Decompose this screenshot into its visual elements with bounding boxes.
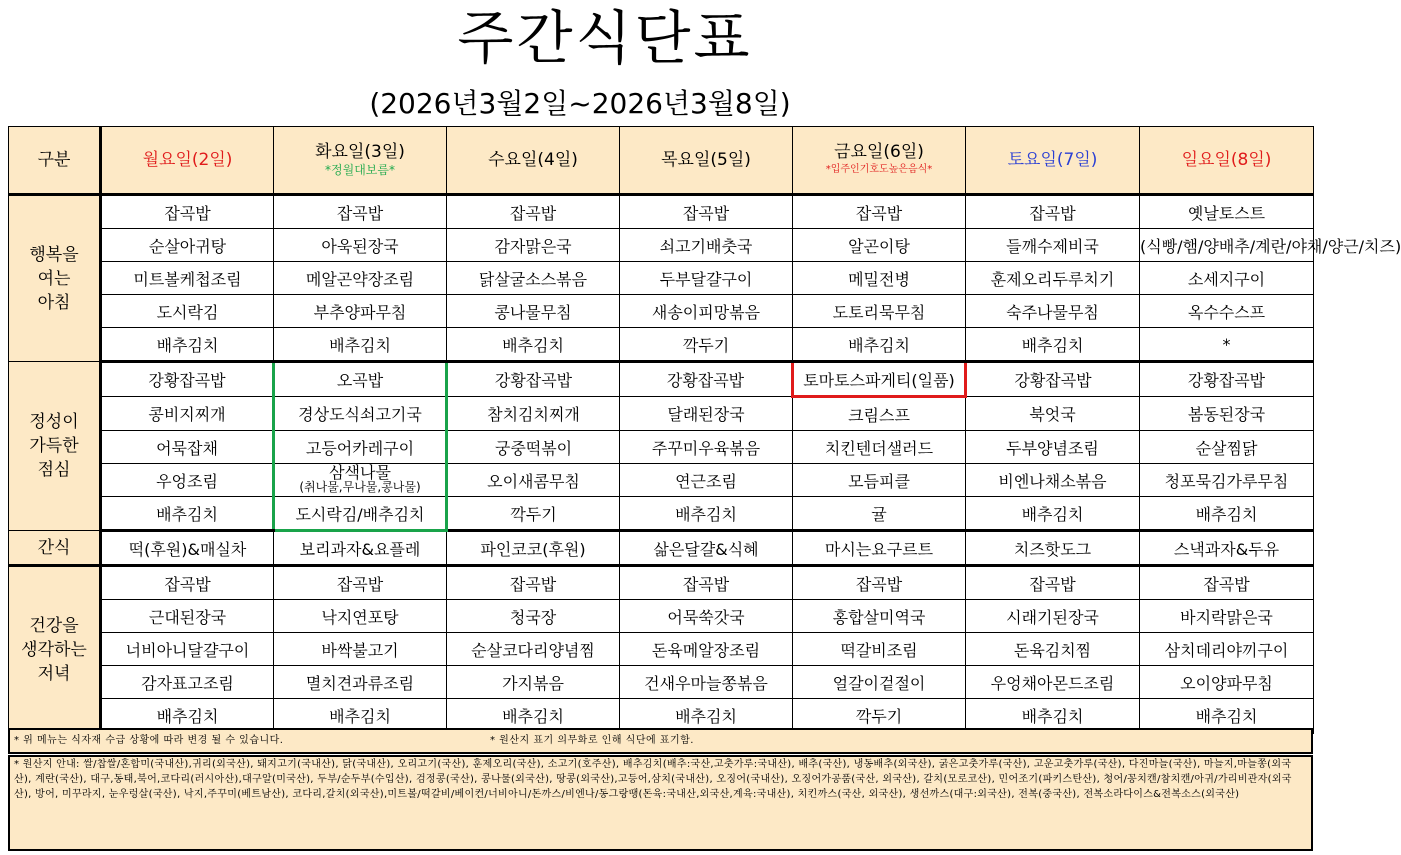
menu-cell: 얼갈이겉절이 bbox=[793, 666, 966, 699]
menu-cell: 떡갈비조림 bbox=[793, 633, 966, 666]
menu-cell: 배추김치 bbox=[101, 497, 274, 531]
breakfast-row bbox=[9, 328, 1314, 362]
day-header-wed bbox=[447, 127, 620, 195]
menu-cell: 쇠고기배춧국 bbox=[620, 229, 793, 262]
lunch-row bbox=[9, 431, 1314, 464]
day-label: 수요일(4일) bbox=[488, 150, 578, 170]
menu-cell: 보리과자&요플레 bbox=[274, 531, 447, 566]
menu-cell: 배추김치 bbox=[620, 699, 793, 733]
day-header-sat bbox=[966, 127, 1140, 195]
lunch-row bbox=[9, 362, 1314, 397]
menu-cell: 궁중떡볶이 bbox=[447, 431, 620, 464]
menu-cell: 잡곡밥 bbox=[793, 195, 966, 229]
menu-cell: 배추김치 bbox=[966, 699, 1140, 733]
menu-cell: 떡(후원)&매실차 bbox=[101, 531, 274, 566]
menu-cell: 건새우마늘쫑볶음 bbox=[620, 666, 793, 699]
dinner-row bbox=[9, 666, 1314, 699]
menu-cell: 부추양파무침 bbox=[274, 295, 447, 328]
day-label: 토요일(7일) bbox=[1007, 150, 1098, 170]
menu-cell: 강황잡곡밥 bbox=[447, 362, 620, 397]
menu-cell: 청국장 bbox=[447, 600, 620, 633]
menu-cell: 잡곡밥 bbox=[966, 566, 1140, 600]
lunch-row bbox=[9, 497, 1314, 531]
menu-cell: (식빵/햄/양배추/계란/야채/양근/치즈) bbox=[1140, 229, 1314, 262]
menu-cell: 훈제오리두루치기 bbox=[966, 262, 1140, 295]
lunch-label: 정성이 가득한 점심 bbox=[9, 362, 101, 531]
menu-cell: 도토리묵무침 bbox=[793, 295, 966, 328]
menu-cell: 돈육김치찜 bbox=[966, 633, 1140, 666]
menu-cell: 배추김치 bbox=[1140, 699, 1314, 733]
day-label: 목요일(5일) bbox=[661, 150, 751, 170]
lunch-row bbox=[9, 464, 1314, 497]
menu-cell: 미트볼케첩조림 bbox=[101, 262, 274, 295]
menu-cell: 배추김치 bbox=[1140, 497, 1314, 531]
menu-cell: 어묵쑥갓국 bbox=[620, 600, 793, 633]
day-header-fri bbox=[793, 127, 966, 195]
menu-cell: 연근조림 bbox=[620, 464, 793, 497]
page-title: 주간식단표 bbox=[457, 4, 753, 72]
menu-cell: 소세지구이 bbox=[1140, 262, 1314, 295]
dinner-row bbox=[9, 600, 1314, 633]
breakfast-row bbox=[9, 295, 1314, 328]
menu-cell: 주꾸미우육볶음 bbox=[620, 431, 793, 464]
menu-cell: 치즈핫도그 bbox=[966, 531, 1140, 566]
menu-cell: 우엉조림 bbox=[101, 464, 274, 497]
menu-cell: 멸치견과류조림 bbox=[274, 666, 447, 699]
menu-cell: 숙주나물무침 bbox=[966, 295, 1140, 328]
menu-cell: 잡곡밥 bbox=[447, 195, 620, 229]
menu-cell: 잡곡밥 bbox=[274, 195, 447, 229]
day-label: 화요일(3일) bbox=[315, 142, 405, 162]
day-label: 금요일(6일) bbox=[834, 142, 924, 162]
lunch-row bbox=[9, 397, 1314, 431]
menu-cell: 모듬피클 bbox=[793, 464, 966, 497]
day-label: 일요일(8일) bbox=[1181, 150, 1272, 170]
date-period: (2026년3월2일~2026년3월8일) bbox=[369, 87, 791, 120]
menu-cell: 근대된장국 bbox=[101, 600, 274, 633]
menu-cell: 알곤이탕 bbox=[793, 229, 966, 262]
menu-cell: 콩나물무침 bbox=[447, 295, 620, 328]
menu-cell: 메알곤약장조림 bbox=[274, 262, 447, 295]
menu-cell: 두부양념조림 bbox=[966, 431, 1140, 464]
menu-subtext: (취나물,무나물,콩나물) bbox=[299, 480, 421, 494]
menu-cell: 잡곡밥 bbox=[793, 566, 966, 600]
breakfast-label: 행복을 여는 아침 bbox=[9, 195, 101, 362]
menu-cell: 어묵잡채 bbox=[101, 431, 274, 464]
menu-cell: 순살코다리양념찜 bbox=[447, 633, 620, 666]
menu-cell: 감자맑은국 bbox=[447, 229, 620, 262]
menu-cell: 순살아귀탕 bbox=[101, 229, 274, 262]
menu-cell: 마시는요구르트 bbox=[793, 531, 966, 566]
menu-cell: 배추김치 bbox=[274, 699, 447, 733]
menu-cell: 돈육메알장조림 bbox=[620, 633, 793, 666]
menu-cell: 스낵과자&두유 bbox=[1140, 531, 1314, 566]
menu-cell: 잡곡밥 bbox=[620, 566, 793, 600]
day-sub-label: *정월대보름* bbox=[325, 163, 395, 177]
dinner-row bbox=[9, 566, 1314, 600]
day-header-mon bbox=[101, 127, 274, 195]
menu-cell: 시래기된장국 bbox=[966, 600, 1140, 633]
menu-cell: 강황잡곡밥 bbox=[966, 362, 1140, 397]
notice-bar bbox=[8, 728, 1313, 754]
category-header: 구분 bbox=[9, 127, 101, 195]
menu-cell: 잡곡밥 bbox=[447, 566, 620, 600]
menu-cell: 북엇국 bbox=[966, 397, 1140, 431]
menu-cell: 너비아니달걀구이 bbox=[101, 633, 274, 666]
menu-cell: 강황잡곡밥 bbox=[620, 362, 793, 397]
menu-cell: 깍두기 bbox=[793, 699, 966, 733]
dinner-row bbox=[9, 633, 1314, 666]
menu-cell: 배추김치 bbox=[101, 328, 274, 362]
menu-cell: 파인코코(후원) bbox=[447, 531, 620, 566]
menu-cell: 귤 bbox=[793, 497, 966, 531]
menu-cell: 도시락김 bbox=[101, 295, 274, 328]
origin-detail: * 원산지 안내: 쌀/찹쌀/혼합미(국내산),귀리(외국산), 돼지고기(국내산), 닭(국내산), 오리고기(국산), 훈제오리(국산), 소고기(호주산), 배추김치(배추:국산,고춧가루:국내산), 배추(국산), 냉동배추(외국산), 굵은고춧가루(국산), 고운고춧가루(국산), 다진마늘(국산), 마늘지,마늘쫑(외국산), 계란(국산), 대구,동태,북어,코다리(러시아산),대구알(미국산), 두부/순두부(수입산), 검정콩(국산), 콩나물(외국산), 땅콩(외국산),고등어,삼치(국내산), 오징어(국내산), 오징어가공품(국산, 외국산), 갈치(모로코산), 민어조기(파키스탄산), 청어/꽁치캔/참치캔/아귀/가리비관자(외국산), 방어, 미꾸라지, 눈우렁살(국산), 낙지,주꾸미(베트남산), 코다리,갈치(외국산),미트볼/떡갈비/베이컨/너비아니/돈까스/비엔나/동그랑땡(돈육:국내산,외국산,계육:국내산), 치킨까스(국산, 외국산), 생선까스(대구:외국산), 전복(중국산), 전복소라다이스&전복소스(외국산) bbox=[8, 755, 1313, 851]
menu-cell: 메밀전병 bbox=[793, 262, 966, 295]
menu-cell: 잡곡밥 bbox=[966, 195, 1140, 229]
menu-text: 삼색나물 bbox=[329, 463, 391, 482]
day-header-sun bbox=[1140, 127, 1314, 195]
snack-label: 간식 bbox=[9, 531, 101, 566]
day-header-thu bbox=[620, 127, 793, 195]
menu-cell: 감자표고조림 bbox=[101, 666, 274, 699]
menu-cell: 오이새콤무침 bbox=[447, 464, 620, 497]
menu-cell: 잡곡밥 bbox=[620, 195, 793, 229]
menu-cell-highlight: 오곡밥 bbox=[274, 362, 447, 397]
menu-cell: 잡곡밥 bbox=[274, 566, 447, 600]
menu-cell: 잡곡밥 bbox=[101, 566, 274, 600]
dinner-label: 건강을 생각하는 저녁 bbox=[9, 566, 101, 733]
menu-cell-highlight: 경상도식쇠고기국 bbox=[274, 397, 447, 431]
menu-cell: 순살찜닭 bbox=[1140, 431, 1314, 464]
menu-cell: 삶은달걀&식혜 bbox=[620, 531, 793, 566]
menu-cell: 배추김치 bbox=[447, 699, 620, 733]
menu-cell: 잡곡밥 bbox=[101, 195, 274, 229]
menu-cell: 바지락맑은국 bbox=[1140, 600, 1314, 633]
menu-cell: 닭살굴소스볶음 bbox=[447, 262, 620, 295]
menu-cell: 가지볶음 bbox=[447, 666, 620, 699]
change-notice: * 위 메뉴는 식자재 수급 상황에 따라 변경 될 수 있습니다. bbox=[14, 735, 284, 746]
menu-cell: 오이양파무침 bbox=[1140, 666, 1314, 699]
day-label: 월요일(2일) bbox=[142, 150, 233, 170]
weekly-menu-table bbox=[8, 126, 1401, 734]
day-sub-label: *입주인기호도높은음식* bbox=[825, 164, 933, 175]
menu-cell: 바싹불고기 bbox=[274, 633, 447, 666]
menu-cell: 배추김치 bbox=[274, 328, 447, 362]
menu-cell: 새송이피망볶음 bbox=[620, 295, 793, 328]
menu-cell-highlight-red: 토마토스파게티(일품) bbox=[793, 362, 966, 397]
menu-cell: 배추김치 bbox=[966, 497, 1140, 531]
breakfast-row bbox=[9, 262, 1314, 295]
menu-cell: 참치김치찌개 bbox=[447, 397, 620, 431]
menu-cell: 배추김치 bbox=[447, 328, 620, 362]
menu-cell: 배추김치 bbox=[793, 328, 966, 362]
day-header-tue bbox=[274, 127, 447, 195]
menu-cell: 아욱된장국 bbox=[274, 229, 447, 262]
menu-cell-highlight: 도시락김/배추김치 bbox=[274, 497, 447, 531]
menu-cell: 옥수수스프 bbox=[1140, 295, 1314, 328]
menu-cell: 치킨텐더샐러드 bbox=[793, 431, 966, 464]
menu-cell-highlight bbox=[274, 464, 447, 497]
menu-cell: 잡곡밥 bbox=[1140, 566, 1314, 600]
menu-cell: 배추김치 bbox=[966, 328, 1140, 362]
menu-cell: 강황잡곡밥 bbox=[101, 362, 274, 397]
menu-cell: 깍두기 bbox=[620, 328, 793, 362]
header-row bbox=[9, 127, 1314, 195]
menu-cell: 비엔나채소볶음 bbox=[966, 464, 1140, 497]
snack-row bbox=[9, 531, 1314, 566]
breakfast-row bbox=[9, 195, 1314, 229]
menu-cell: 청포묵김가루무침 bbox=[1140, 464, 1314, 497]
menu-cell: 봄동된장국 bbox=[1140, 397, 1314, 431]
origin-notice: * 원산지 표기 의무화로 인해 식단에 표기함. bbox=[490, 735, 694, 746]
menu-cell: 강황잡곡밥 bbox=[1140, 362, 1314, 397]
breakfast-row bbox=[9, 229, 1314, 262]
menu-cell: 크림스프 bbox=[793, 397, 966, 431]
menu-cell: 달래된장국 bbox=[620, 397, 793, 431]
menu-cell: 배추김치 bbox=[101, 699, 274, 733]
menu-cell: 삼치데리야끼구이 bbox=[1140, 633, 1314, 666]
menu-cell-highlight: 고등어카레구이 bbox=[274, 431, 447, 464]
menu-cell: 두부달걀구이 bbox=[620, 262, 793, 295]
menu-cell: * bbox=[1140, 328, 1314, 362]
menu-cell: 배추김치 bbox=[620, 497, 793, 531]
menu-cell: 옛날토스트 bbox=[1140, 195, 1314, 229]
menu-cell: 들깨수제비국 bbox=[966, 229, 1140, 262]
menu-cell: 낙지연포탕 bbox=[274, 600, 447, 633]
menu-cell: 깍두기 bbox=[447, 497, 620, 531]
menu-cell: 우엉채아몬드조림 bbox=[966, 666, 1140, 699]
menu-cell: 콩비지찌개 bbox=[101, 397, 274, 431]
menu-cell: 홍합살미역국 bbox=[793, 600, 966, 633]
